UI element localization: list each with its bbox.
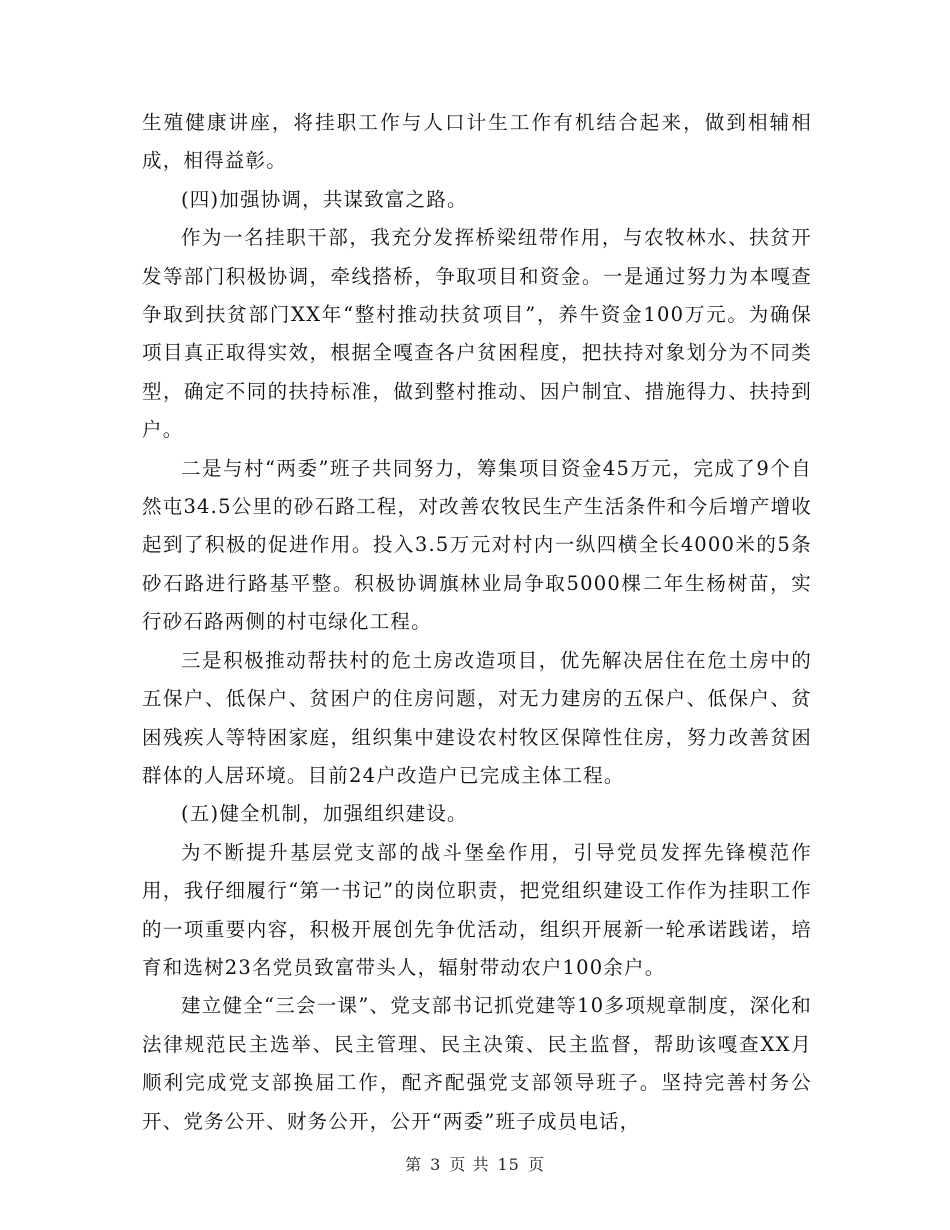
footer-suffix: 页	[527, 1155, 545, 1174]
page-footer	[0, 1152, 950, 1175]
page-number: 3	[430, 1155, 442, 1174]
paragraph-1: 生殖健康讲座，将挂职工作与人口计生工作有机结合起来，做到相辅相成，相得益彰。	[142, 111, 812, 173]
paragraph-4: 二是与村“两委”班子共同努力，筹集项目资金45万元，完成了9个自然屯34.5公里的砂石路工程，对改善农牧民生产生活条件和今后增产增收起到了积极的促进作用。投入3.5万元对村内一纵四横全长4000米的5条砂石路进行路基平整。积极协调旗林业局争取5000棵二年生杨树苗，实行砂石路两侧的村屯绿化工程。	[142, 456, 812, 634]
footer-prefix: 第	[405, 1155, 423, 1174]
page-total: 15	[497, 1155, 520, 1174]
paragraph-3: 作为一名挂职干部，我充分发挥桥梁纽带作用，与农牧林水、扶贫开发等部门积极协调，牵线搭桥，争取项目和资金。一是通过努力为本嘎查争取到扶贫部门XX年“整村推动扶贫项目”，养牛资金100万元。为确保项目真正取得实效，根据全嘎查各户贫困程度，把扶持对象划分为不同类型，确定不同的扶持标准，做到整村推动、因户制宜、措施得力、扶持到户。	[142, 226, 812, 442]
heading-section-4: (四)加强协调，共谋致富之路。	[181, 187, 468, 211]
heading-section-5: (五)健全机制，加强组织建设。	[181, 802, 468, 826]
footer-middle: 页 共	[449, 1155, 490, 1174]
paragraph-5: 三是积极推动帮扶村的危土房改造项目，优先解决居住在危土房中的五保户、低保户、贫困户的住房问题，对无力建房的五保户、低保户、贫困残疾人等特困家庭，组织集中建设农村牧区保障性住房，努力改善贫困群体的人居环境。目前24户改造户已完成主体工程。	[142, 648, 812, 787]
paragraph-7: 为不断提升基层党支部的战斗堡垒作用，引导党员发挥先锋模范作用，我仔细履行“第一书记”的岗位职责，把党组织建设工作作为挂职工作的一项重要内容，积极开展创先争优活动，组织开展新一轮承诺践诺，培育和选树23名党员致富带头人，辐射带动农户100余户。	[142, 840, 812, 979]
paragraph-8: 建立健全“三会一课”、党支部书记抓党建等10多项规章制度，深化和法律规范民主选举、民主管理、民主决策、民主监督，帮助该嘎查XX月顺利完成党支部换届工作，配齐配强党支部领导班子。坚持完善村务公开、党务公开、财务公开，公开“两委”班子成员电话，	[142, 994, 812, 1133]
document-body	[142, 104, 812, 1141]
